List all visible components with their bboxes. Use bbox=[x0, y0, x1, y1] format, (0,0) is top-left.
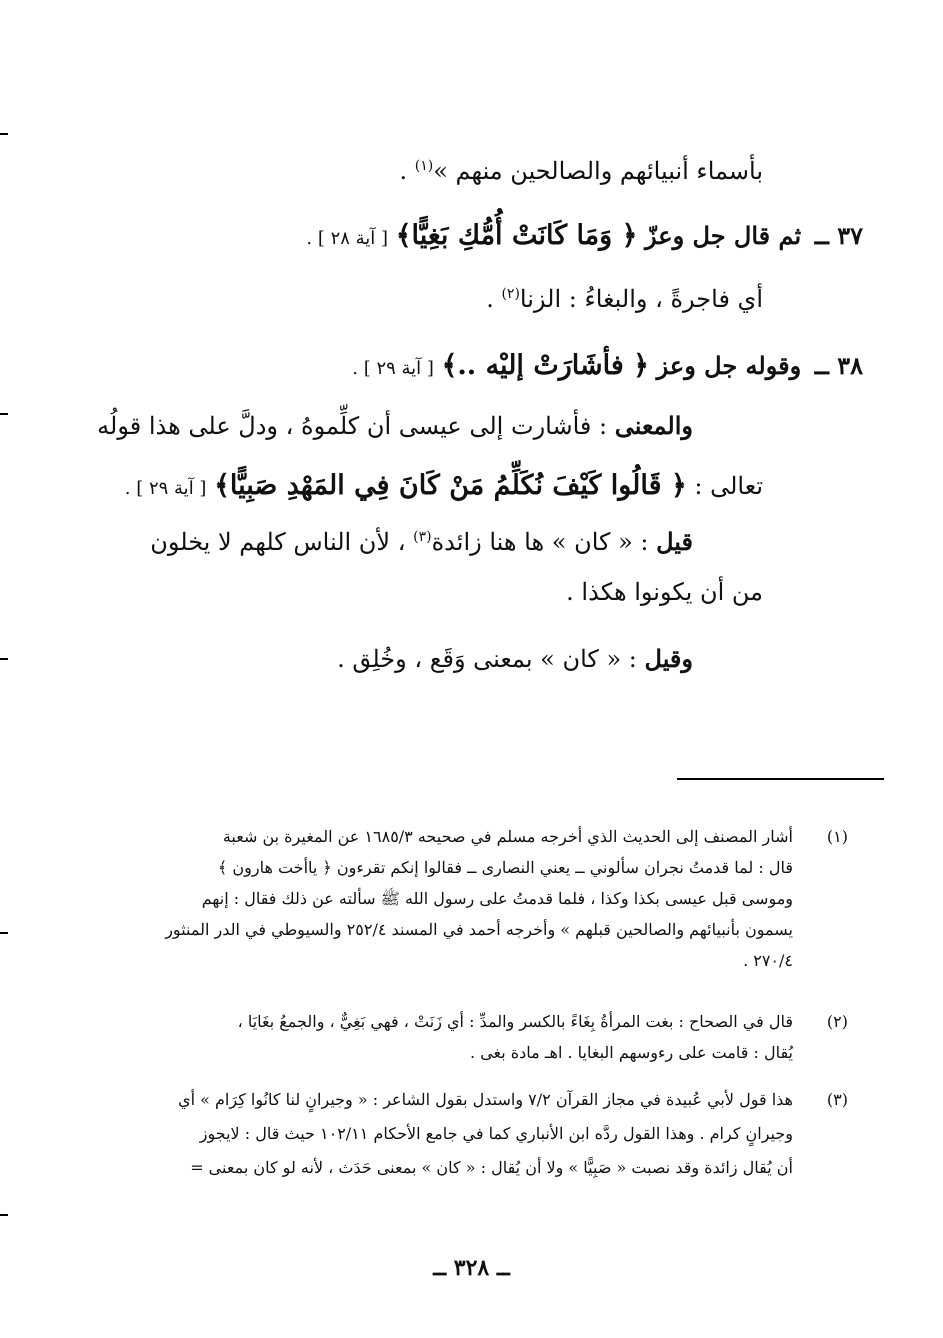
margin-mark bbox=[0, 1214, 8, 1216]
quran-verse: ﴿ قَالُوا كَيْفَ نُكَلِّمُ مَنْ كَانَ فِي المَهْدِ صَبِيًّا﴾ bbox=[214, 470, 687, 501]
margin-mark bbox=[0, 658, 8, 660]
footnote-line: أشار المصنف إلى الحديث الذي أخرجه مسلم في صحيحه ١٦٨٥/٣ عن المغيرة بن شعبة bbox=[222, 827, 793, 846]
item-37: ٣٧ ــ ثم قال جل وعزّ ﴿ وَمَا كَانَتْ أُمُّكِ بَغِيًّا﴾ [ آية ٢٨ ] . bbox=[306, 220, 863, 251]
margin-mark bbox=[0, 413, 8, 415]
margin-mark bbox=[0, 932, 8, 934]
footnote-number: (٢) bbox=[826, 1012, 848, 1031]
text-line: تعالى : ﴿ قَالُوا كَيْفَ نُكَلِّمُ مَنْ كَانَ فِي المَهْدِ صَبِيًّا﴾ [ آية ٢٩ ] . bbox=[124, 470, 763, 501]
footnote-separator bbox=[677, 778, 884, 780]
text-line: بأسماء أنبيائهم والصالحين منهم »$^{(١)}$ . bbox=[399, 157, 763, 185]
footnote-line: ٢٧٠/٤ . bbox=[743, 951, 793, 970]
verse-reference: [ آية ٢٩ ] . bbox=[352, 358, 434, 379]
footnote-number: (١) bbox=[826, 827, 848, 846]
footnote-line: قال في الصحاح : بغت المرأةُ بِغَاءً بالكسر والمدِّ : أي زَنَتْ ، فهي بَغِيٌّ ، والجمعُ بغَايَا ، bbox=[237, 1012, 793, 1031]
text-line: أي فاجرةً ، والبغاءُ : الزنا$^{(٢)}$ . bbox=[486, 285, 763, 313]
footnote-line: أن يُقال زائدة وقد نصبت « صَبِيًّا » ولا أن يُقال : « كان » بمعنى حَدَث ، لأنه لو كان بمعنى = bbox=[190, 1158, 793, 1177]
text-line: قيل : « كان » ها هنا زائدة$^{(٣)}$ ، لأن الناس كلهم لا يخلون bbox=[150, 527, 693, 556]
quran-verse: ﴿ فأشَارَتْ إليْه ..﴾ bbox=[441, 350, 649, 381]
footnote-number: (٣) bbox=[826, 1090, 848, 1109]
text-line: والمعنى : فأشارت إلى عيسى أن كلِّموهُ ، ودلَّ على هذا قولُه bbox=[97, 411, 693, 440]
margin-mark bbox=[0, 133, 8, 135]
verse-reference: [ آية ٢٩ ] . bbox=[124, 478, 207, 499]
footnote-line: وجيرانٍ كرام . وهذا القول ردَّه ابن الأنباري كما في جامع الأحكام ١٠٢/١١ حيث قال : لايجوز bbox=[199, 1124, 793, 1143]
footnote-line: قال : لما قدمتُ نجران سألوني ــ يعني النصارى ــ فقالوا إنكم تقرءون ﴿ ياأخت هارون ﴾ bbox=[217, 858, 793, 877]
quran-verse: ﴿ وَمَا كَانَتْ أُمُّكِ بَغِيًّا﴾ bbox=[395, 220, 638, 251]
footnote-ref[interactable]: (١) bbox=[414, 158, 434, 174]
footnote-line: يسمون بأنبيائهم والصالحين قبلهم » وأخرجه أحمد في المسند ٢٥٢/٤ والسيوطي في الدر المنثور bbox=[165, 920, 793, 939]
text-line: من أن يكونوا هكذا . bbox=[566, 578, 763, 606]
page-number: ــ ٣٢٨ ــ bbox=[433, 1255, 510, 1281]
footnote-line: هذا قول لأبي عُبيدة في مجاز القرآن ٧/٢ واستدل بقول الشاعر : « وجيرانٍ لنا كانُوا كِرَام » أي bbox=[178, 1090, 793, 1109]
footnote-ref[interactable]: (٣) bbox=[413, 529, 432, 545]
item-number: ٣٧ ــ bbox=[814, 221, 863, 250]
text-line: وقيل : « كان » بمعنى وَقَع ، وخُلِق . bbox=[337, 644, 693, 673]
item-number: ٣٨ ــ bbox=[814, 351, 863, 380]
footnote-line: يُقال : قامت على رءوسهم البغايا . اهـ مادة بغى . bbox=[470, 1043, 793, 1062]
footnote-line: وموسى قبل عيسى بكذا وكذا ، فلما قدمتُ على رسول الله ﷺ سألته عن ذلك فقال : إنهم bbox=[201, 889, 793, 908]
item-38: ٣٨ ــ وقوله جل وعز ﴿ فأشَارَتْ إليْه ..﴾ [ آية ٢٩ ] . bbox=[352, 350, 863, 381]
label-meaning: والمعنى bbox=[614, 411, 693, 440]
label-also-said: وقيل bbox=[644, 644, 693, 673]
footnote-ref[interactable]: (٢) bbox=[501, 286, 520, 302]
label-said: قيل bbox=[656, 527, 693, 556]
verse-reference: [ آية ٢٨ ] . bbox=[306, 228, 389, 249]
